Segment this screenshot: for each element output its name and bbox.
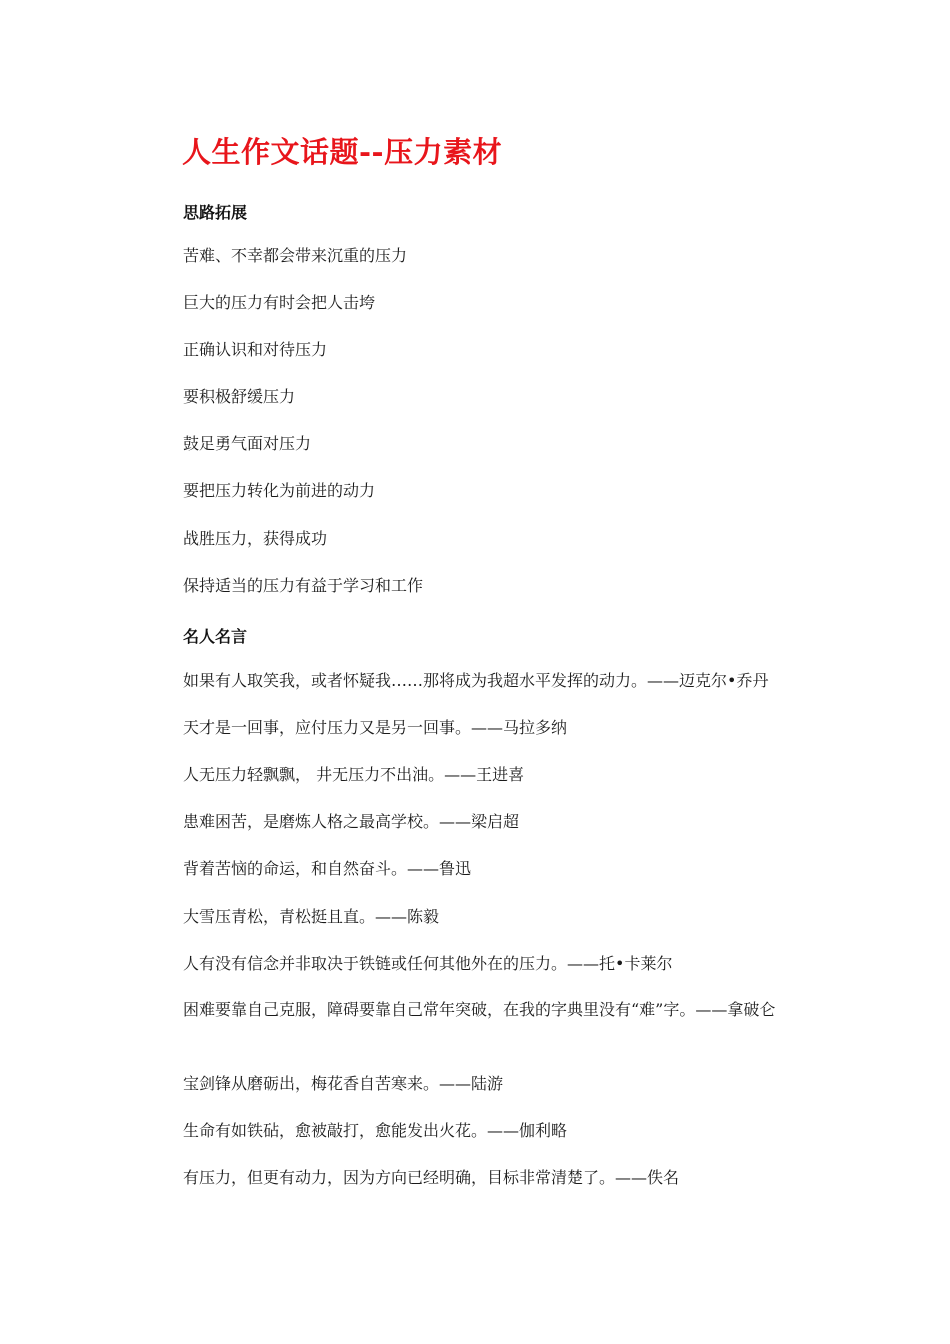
quote-item: 人有没有信念并非取决于铁链或任何其他外在的压力。——托•卡莱尔 (183, 954, 673, 973)
quote-item: 天才是一回事，应付压力又是另一回事。——马拉多纳 (183, 718, 568, 737)
section-heading-ideas: 思路拓展 (183, 203, 248, 222)
quote-item: 大雪压青松，青松挺且直。——陈毅 (183, 907, 440, 926)
idea-item: 鼓足勇气面对压力 (183, 434, 312, 453)
quote-item: 有压力，但更有动力，因为方向已经明确，目标非常清楚了。——佚名 (183, 1168, 680, 1187)
quote-item: 如果有人取笑我，或者怀疑我……那将成为我超水平发挥的动力。——迈克尔•乔丹 (183, 671, 769, 690)
quote-item: 人无压力轻飘飘， 井无压力不出油。——王进喜 (183, 765, 525, 784)
idea-item: 战胜压力，获得成功 (183, 529, 328, 548)
document-title: 人生作文话题--压力素材 (182, 135, 503, 169)
idea-item: 要把压力转化为前进的动力 (183, 481, 376, 500)
section-heading-quotes: 名人名言 (183, 627, 248, 646)
idea-item: 苦难、不幸都会带来沉重的压力 (183, 246, 408, 265)
idea-item: 正确认识和对待压力 (183, 340, 328, 359)
quote-item: 患难困苦，是磨炼人格之最高学校。——梁启超 (183, 812, 520, 831)
quote-item: 背着苦恼的命运，和自然奋斗。——鲁迅 (183, 859, 472, 878)
idea-item: 要积极舒缓压力 (183, 387, 296, 406)
quote-item: 生命有如铁砧，愈被敲打，愈能发出火花。——伽利略 (183, 1121, 568, 1140)
idea-item: 巨大的压力有时会把人击垮 (183, 293, 376, 312)
idea-item: 保持适当的压力有益于学习和工作 (183, 576, 424, 595)
quote-item: 困难要靠自己克服，障碍要靠自己常年突破，在我的字典里没有“难”字。——拿破仑 (183, 1000, 776, 1019)
quote-item: 宝剑锋从磨砺出，梅花香自苦寒来。——陆游 (183, 1074, 504, 1093)
